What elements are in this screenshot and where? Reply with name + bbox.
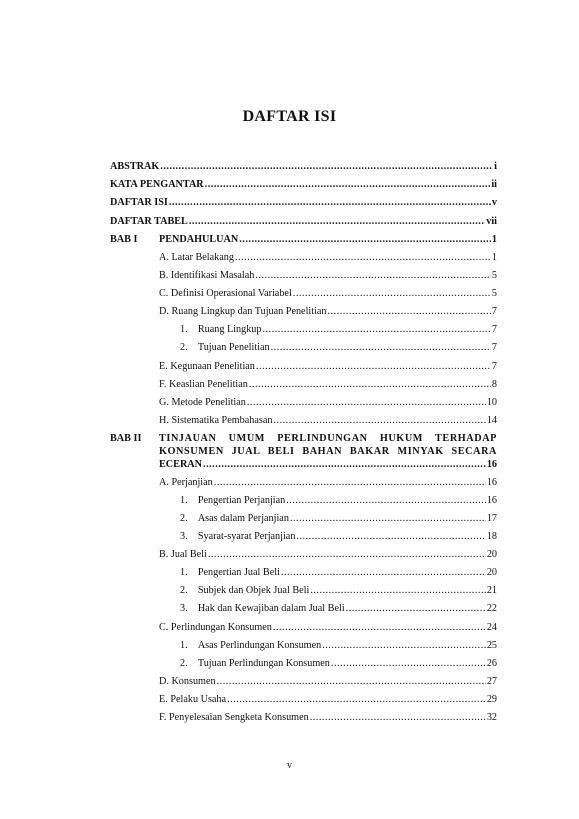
toc-entry-page: 7 xyxy=(491,361,497,372)
toc-entry-label: E. Pelaku Usaha xyxy=(159,694,227,705)
dot-leader xyxy=(247,397,486,408)
toc-entry xyxy=(110,161,497,172)
toc-entry-page: v xyxy=(491,197,497,208)
chapter-page: 16 xyxy=(486,459,497,470)
toc-entry-page: 18 xyxy=(486,531,497,542)
toc-entry-page: 21 xyxy=(486,585,497,596)
toc-subentry xyxy=(180,567,497,578)
chapter-number: BAB II xyxy=(110,433,142,444)
toc-entry-label: 1. Asas Perlindungan Konsumen xyxy=(180,640,322,651)
toc-entry-label: 3. Hak dan Kewajiban dalam Jual Beli xyxy=(180,603,345,614)
toc-entry-page: ii xyxy=(491,179,497,190)
toc-entry-label: F. Keaslian Penelitian xyxy=(159,379,248,390)
toc-entry-label: A. Latar Belakang xyxy=(159,252,234,263)
toc-entry-label: D. Konsumen xyxy=(159,676,216,687)
toc-entry-page: 25 xyxy=(486,640,497,651)
dot-leader xyxy=(310,712,486,723)
toc-entry-page: 17 xyxy=(486,513,497,524)
dot-leader xyxy=(169,197,491,208)
toc-subentry xyxy=(180,495,497,506)
toc-entry xyxy=(110,216,497,227)
dot-leader xyxy=(293,288,491,299)
toc-entry-label: 3. Syarat-syarat Perjanjian xyxy=(180,531,296,542)
toc-entry-label: KATA PENGANTAR xyxy=(110,179,204,190)
toc-subentry xyxy=(180,585,497,596)
toc-subentry xyxy=(180,324,497,335)
dot-leader xyxy=(239,234,491,245)
dot-leader xyxy=(203,459,486,470)
toc-entry-page: 16 xyxy=(486,495,497,506)
dot-leader xyxy=(290,513,486,524)
dot-leader xyxy=(346,603,486,614)
toc-entry-page: 32 xyxy=(486,712,497,723)
dot-leader xyxy=(281,567,486,578)
toc-subentry xyxy=(180,603,497,614)
chapter-page: 1 xyxy=(491,234,497,245)
chapter-number: BAB I xyxy=(110,234,138,245)
toc-entry xyxy=(159,270,497,281)
toc-entry-page: 1 xyxy=(491,252,497,263)
toc-entry xyxy=(159,676,497,687)
toc-entry-label: E. Kegunaan Penelitian xyxy=(159,361,255,372)
dot-leader xyxy=(331,658,486,669)
chapter-title: ECERAN xyxy=(159,459,203,470)
toc-entry-page: 7 xyxy=(491,342,497,353)
dot-leader xyxy=(263,324,491,335)
toc-entry xyxy=(159,361,497,372)
toc-subentry xyxy=(180,640,497,651)
toc-entry-label: F. Penyelesaian Sengketa Konsumen xyxy=(159,712,309,723)
chapter-entry xyxy=(159,234,497,245)
toc-entry-label: 1. Pengertian Perjanjian xyxy=(180,495,286,506)
dot-leader xyxy=(255,270,491,281)
toc-subentry xyxy=(180,342,497,353)
toc-subentry xyxy=(180,658,497,669)
toc-entry-page: vii xyxy=(486,216,497,227)
toc-entry-page: 8 xyxy=(491,379,497,390)
toc-entry-label: 2. Tujuan Perlindungan Konsumen xyxy=(180,658,330,669)
toc-entry-page: 24 xyxy=(486,622,497,633)
page-title: DAFTAR ISI xyxy=(242,108,337,125)
toc-entry-label: C. Definisi Operasional Variabel xyxy=(159,288,292,299)
toc-entry-label: 2. Tujuan Penelitian xyxy=(180,342,270,353)
chapter-entry xyxy=(159,459,497,470)
dot-leader xyxy=(273,622,486,633)
toc-entry-page: 7 xyxy=(491,324,497,335)
toc-entry-label: 2. Asas dalam Perjanjian xyxy=(180,513,289,524)
dot-leader xyxy=(322,640,486,651)
toc-entry-label: C. Perlindungan Konsumen xyxy=(159,622,272,633)
toc-entry-label: 1. Ruang Lingkup xyxy=(180,324,262,335)
toc-entry-page: 7 xyxy=(491,306,497,317)
dot-leader xyxy=(296,531,485,542)
toc-entry-page: 14 xyxy=(486,415,497,426)
dot-leader xyxy=(214,477,486,488)
toc-entry xyxy=(159,288,497,299)
dot-leader xyxy=(189,216,485,227)
dot-leader xyxy=(273,415,485,426)
toc-entry xyxy=(159,622,497,633)
chapter-title: PENDAHULUAN xyxy=(159,234,239,245)
toc-entry-label: 2. Subjek dan Objek Jual Beli xyxy=(180,585,310,596)
toc-entry-page: 5 xyxy=(491,270,497,281)
dot-leader xyxy=(160,161,493,172)
toc-entry-page: 20 xyxy=(486,567,497,578)
toc-entry xyxy=(110,197,497,208)
toc-entry-page: 26 xyxy=(486,658,497,669)
toc-entry xyxy=(159,379,497,390)
toc-entry xyxy=(159,712,497,723)
toc-entry xyxy=(159,477,497,488)
dot-leader xyxy=(227,694,486,705)
toc-entry-page: 10 xyxy=(486,397,497,408)
dot-leader xyxy=(205,179,491,190)
toc-subentry xyxy=(180,513,497,524)
toc-entry-page: 20 xyxy=(486,549,497,560)
page-number: v xyxy=(287,760,292,771)
dot-leader xyxy=(271,342,491,353)
chapter-title-line: KONSUMEN JUAL BELI BAHAN BAKAR MINYAK SECARA xyxy=(159,446,497,457)
toc-entry xyxy=(159,306,497,317)
toc-entry-label: H. Sistematika Pembahasan xyxy=(159,415,273,426)
toc-entry xyxy=(159,415,497,426)
toc-entry-page: 29 xyxy=(486,694,497,705)
toc-entry-label: 1. Pengertian Jual Beli xyxy=(180,567,280,578)
toc-entry-page: 5 xyxy=(491,288,497,299)
dot-leader xyxy=(217,676,486,687)
toc-entry-label: DAFTAR TABEL xyxy=(110,216,188,227)
toc-entry-page: 16 xyxy=(486,477,497,488)
toc-entry-label: G. Metode Penelitian xyxy=(159,397,246,408)
toc-entry-label: D. Ruang Lingkup dan Tujuan Penelitian xyxy=(159,306,327,317)
toc-entry-label: B. Jual Beli xyxy=(159,549,207,560)
dot-leader xyxy=(256,361,491,372)
toc-entry xyxy=(159,397,497,408)
toc-entry-page: i xyxy=(494,161,497,172)
dot-leader xyxy=(310,585,486,596)
toc-entry xyxy=(110,179,497,190)
toc-entry-label: DAFTAR ISI xyxy=(110,197,168,208)
dot-leader xyxy=(286,495,486,506)
chapter-title-line: TINJAUAN UMUM PERLINDUNGAN HUKUM TERHADAP xyxy=(159,433,497,444)
dot-leader xyxy=(328,306,491,317)
toc-entry xyxy=(159,549,497,560)
toc-entry xyxy=(159,252,497,263)
toc-entry-label: ABSTRAK xyxy=(110,161,160,172)
toc-entry-label: A. Perjanjian xyxy=(159,477,213,488)
toc-entry-label: B. Identifikasi Masalah xyxy=(159,270,255,281)
toc-entry-page: 22 xyxy=(486,603,497,614)
toc-entry xyxy=(159,694,497,705)
dot-leader xyxy=(208,549,486,560)
toc-entry-page: 27 xyxy=(486,676,497,687)
toc-subentry xyxy=(180,531,497,542)
dot-leader xyxy=(235,252,491,263)
dot-leader xyxy=(249,379,491,390)
